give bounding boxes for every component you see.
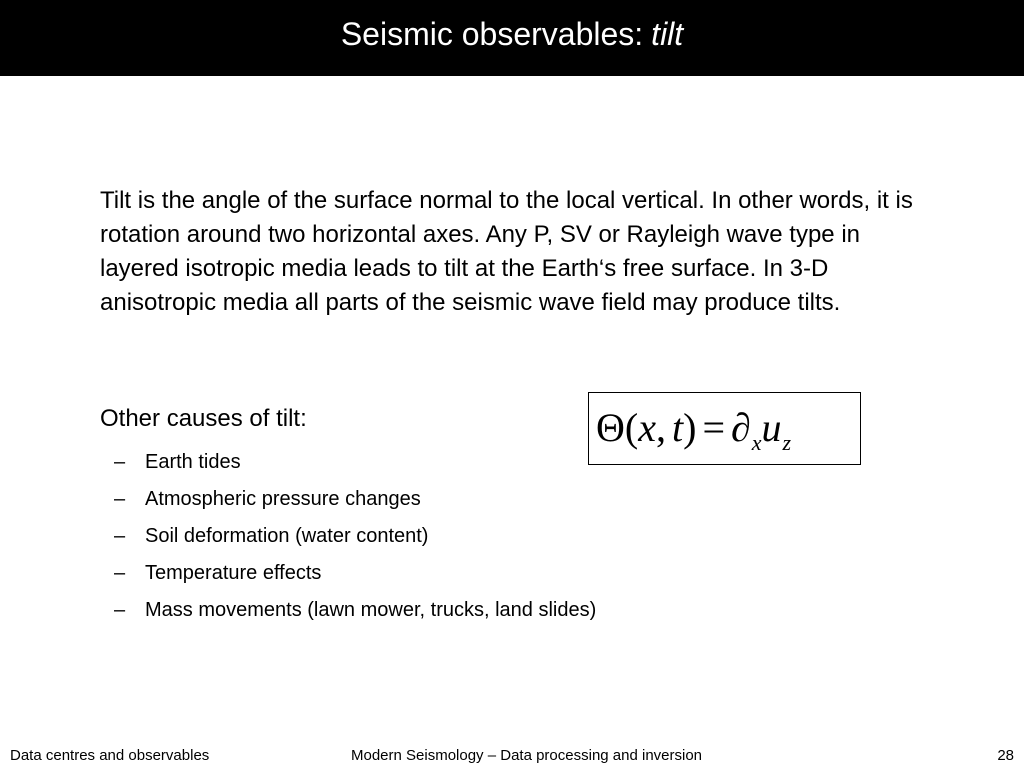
slide-title-emphasis: tilt [651, 16, 684, 52]
equation-partial-subscript: x [751, 430, 762, 455]
list-item: – Atmospheric pressure changes [114, 481, 596, 518]
equation-x: x [638, 405, 656, 450]
intro-paragraph: Tilt is the angle of the surface normal to the local vertical. In other words, it is rotation around two horizontal axes. Any P, SV or Rayleigh wave type in layered isotropic media leads to tilt at the Earth‘s free surface. In 3-D anisotropic media all parts of the seismic wave field may produce tilts. [100, 187, 913, 316]
tilt-equation [596, 405, 792, 455]
list-item: – Soil deformation (water content) [114, 518, 596, 555]
page-number: 28 [997, 747, 1014, 764]
causes-list [114, 444, 596, 629]
equation-comma: , [655, 405, 666, 450]
tilt-equation-box [588, 392, 861, 465]
list-item: – Temperature effects [114, 555, 596, 592]
causes-heading: Other causes of tilt: [100, 405, 307, 432]
equation-close-paren: ) [683, 405, 697, 450]
slide-title [341, 18, 683, 50]
equation-u-subscript: z [782, 430, 792, 455]
equation-partial: ∂ [731, 405, 751, 450]
equation-theta: Θ [596, 405, 625, 450]
footer-course-name: Modern Seismology – Data processing and inversion [351, 747, 703, 764]
equation-open-paren: ( [624, 405, 639, 450]
title-bar [0, 0, 1024, 76]
equation-u: u [761, 405, 782, 450]
slide-title-main: Seismic observables: [340, 16, 644, 52]
equation-equals: = [702, 405, 725, 450]
footer-section-name: Data centres and observables [10, 747, 210, 764]
equation-t: t [671, 405, 684, 450]
list-item: – Mass movements (lawn mower, trucks, land slides) [114, 592, 596, 629]
list-item: – Earth tides [114, 444, 596, 481]
